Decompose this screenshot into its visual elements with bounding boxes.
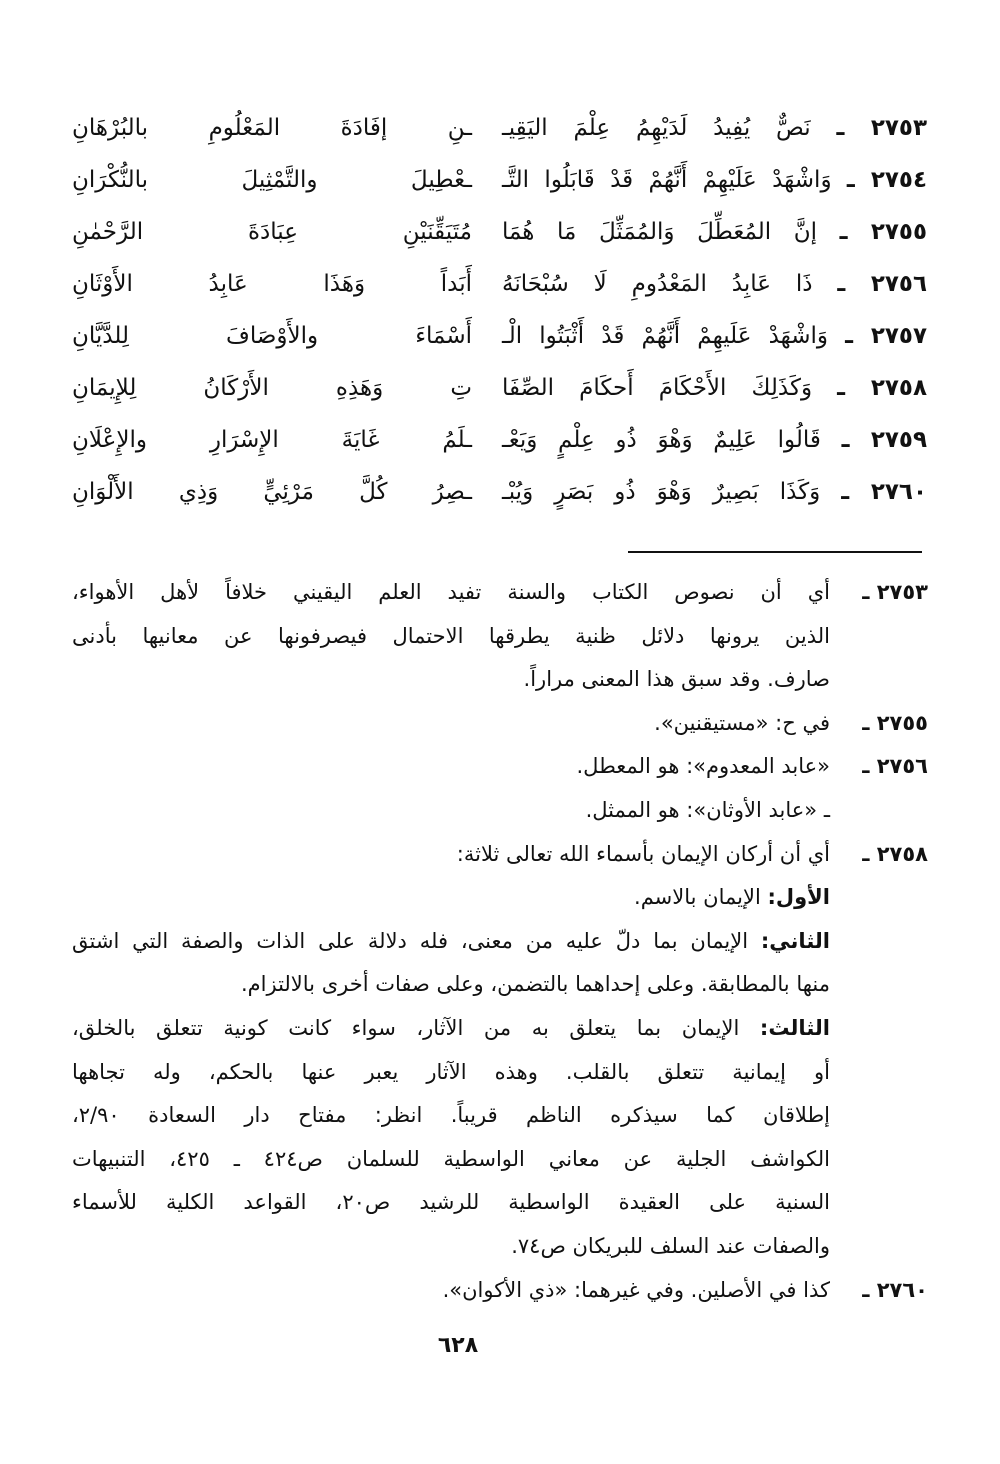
page-number: ٦٢٨ (437, 1333, 479, 1358)
footnote-line: منها بالمطابقة. وعلى إحداهما بالتضمن، وعلى صفات أخرى بالالتزام. (240, 972, 830, 997)
verse-second-hemistich: ـلَمُ غَايَةَ الإِسْرَارِ والإِعْلَانِ (72, 427, 472, 453)
verse-first-hemistich (502, 154, 927, 206)
footnote (72, 745, 928, 832)
footnote-point-line (72, 1007, 830, 1051)
footnote-intro-line: أي أن أركان الإيمان بأسماء الله تعالى ثلاثة: (456, 841, 830, 866)
verse-second-hemistich: ـعْطِيلَ والتَّمْثِيلَ بالنُّكْرَانِ (72, 167, 472, 193)
footnote-number: ٢٧٥٨ ـ (862, 841, 928, 866)
footnote-point-text: الإيمان بما يتعلق به من الآثار، سواء كانت كونية تتعلق بالخلق، (72, 1015, 740, 1040)
verse (72, 362, 927, 414)
footnote-point-text: الإيمان بما دلّ عليه من معنى، فله دلالة على الذات والصفة التي اشتق (72, 928, 749, 953)
verse (72, 466, 927, 518)
verse-number: ٢٧٥٩ ـ (841, 427, 927, 453)
verse-number: ٢٧٦٠ ـ (841, 479, 927, 505)
footnote-line: الذين يرونها دلائل ظنية يطرقها الاحتمال فيصرفونها عن معانيها بأدنى (72, 623, 830, 648)
verse-second-hemistich: مُتَيَقِّنَيْنِ عِبَادَةَ الرَّحْمٰنِ (72, 219, 472, 245)
verse-first-text: قَالُوا عَلِيمٌ وَهْوَ ذُو عِلْمٍ وَيَعْـ (502, 427, 821, 453)
verse-first-text: وَكَذَا بَصِيرٌ وَهْوَ ذُو بَصَرٍ وَيُبْـ (502, 479, 821, 505)
verse (72, 258, 927, 310)
verse (72, 206, 927, 258)
footnote-body (72, 1269, 830, 1313)
footnote-line: الكواشف الجلية عن معاني الواسطية للسلمان ص٤٢٤ ـ ٤٢٥، التنبيهات (72, 1146, 830, 1171)
footnote-point-line (72, 876, 830, 920)
footnote (72, 1269, 928, 1313)
footnote-line: أي أن نصوص الكتاب والسنة تفيد العلم اليقيني خلافاً لأهل الأهواء، (72, 580, 830, 604)
footnote-point-label: الأول: (767, 885, 830, 910)
verse-first-text: وَكَذَلِكَ الأَحْكَامَ أَحكَامَ الصِّفَا (502, 375, 813, 401)
footnote-line: كذا في الأصلين. وفي غيرهما: «ذي الأكوان». (442, 1277, 830, 1302)
footnotes-section (72, 571, 928, 1312)
verse-first-hemistich (502, 466, 927, 518)
footnote (72, 702, 928, 746)
footnote-line: «عابد المعدوم»: هو المعطل. (576, 754, 830, 779)
verse-number: ٢٧٥٣ ـ (836, 115, 927, 141)
footnote (72, 571, 928, 702)
verse-first-text: ذَا عَابِدُ المَعْدُومِ لَا سُبْحَانَهُ (502, 271, 813, 297)
verse (72, 414, 927, 466)
verse-first-hemistich (502, 414, 927, 466)
footnote-line: صارف. وقد سبق هذا المعنى مراراً. (523, 667, 830, 692)
footnote-number: ٢٧٥٣ ـ (862, 580, 928, 604)
footnote-number: ٢٧٦٠ ـ (862, 1277, 928, 1302)
verse-first-text: وَاشْهَدْ عَلَيهِمْ أَنَّهُمْ قَدْ أَثْبَتُوا الْـ (502, 323, 829, 349)
footnote-point-text: الإيمان بالاسم. (634, 885, 761, 910)
footnote-body (72, 702, 830, 746)
verse-second-hemistich: أَبَداً وَهَذَا عَابِدُ الأَوْثَانِ (72, 271, 472, 297)
footnote-point-label: الثاني: (760, 928, 830, 953)
verse-first-text: نَصٌّ يُفِيدُ لَدَيْهِمُ عِلْمَ اليَقِيـ (502, 115, 811, 141)
footnote-line: أو إيمانية تتعلق بالقلب. وهذه الآثار يعبر عنها بالحكم، وله تجاهها (72, 1059, 830, 1084)
footnote-line: السنية على العقيدة الواسطية للرشيد ص٢٠، القواعد الكلية للأسماء (72, 1190, 830, 1215)
verse-second-hemistich: ـنِ إفَادَةَ المَعْلُومِ بالبُرْهَانِ (72, 115, 472, 141)
footnote-number: ٢٧٥٦ ـ (862, 754, 928, 779)
footnote-number: ٢٧٥٥ ـ (862, 710, 928, 735)
verse-first-hemistich (502, 206, 927, 258)
verse-second-hemistich: أَسْمَاءَ والأَوْصَافَ لِلدَّيَّانِ (72, 323, 472, 349)
verse-number: ٢٧٥٦ ـ (837, 271, 928, 297)
verse-number: ٢٧٥٥ ـ (839, 219, 928, 245)
footnote-body (72, 745, 830, 832)
verse-number: ٢٧٥٧ ـ (845, 323, 927, 349)
footnote-point-line (72, 920, 830, 964)
verse (72, 154, 927, 206)
footnote-point-label: الثالث: (759, 1015, 830, 1040)
footnote (72, 833, 928, 1269)
footnote-body (72, 833, 830, 1269)
verse-first-text: إنَّ المُعَطِّلَ وَالمُمَثِّلَ مَا هُمَا (502, 219, 818, 245)
verse-first-hemistich (502, 362, 927, 414)
verse (72, 310, 927, 362)
verse (72, 102, 927, 154)
verse-first-hemistich (502, 310, 927, 362)
verse-section (72, 102, 927, 518)
verse-number: ٢٧٥٤ ـ (846, 167, 927, 193)
verse-number: ٢٧٥٨ ـ (837, 375, 927, 401)
verse-first-hemistich (502, 102, 927, 154)
verse-second-hemistich: تِ وَهَذِهِ الأَرْكَانُ لِلإِيمَانِ (72, 375, 472, 401)
verse-first-hemistich (502, 258, 927, 310)
footnote-line: ـ «عابد الأوثان»: هو الممثل. (585, 797, 830, 822)
verse-second-hemistich: ـصِرُ كُلَّ مَرْئِيٍّ وَذِي الأَلْوَانِ (72, 479, 472, 505)
footnote-separator-rule (628, 551, 922, 553)
verse-first-text: وَاشْهَدْ عَلَيْهِمْ أَنَّهُمْ قَدْ قَابَلُوا التَّـ (502, 167, 832, 193)
footnote-line: إطلاقان كما سيذكره الناظم قريباً. انظر: مفتاح دار السعادة ٢/٩٠، (72, 1103, 830, 1128)
footnote-line: في ح: «مستيقنين». (654, 710, 830, 735)
footnote-line: والصفات عند السلف للبريكان ص٧٤. (511, 1233, 830, 1258)
footnote-body (72, 571, 830, 702)
